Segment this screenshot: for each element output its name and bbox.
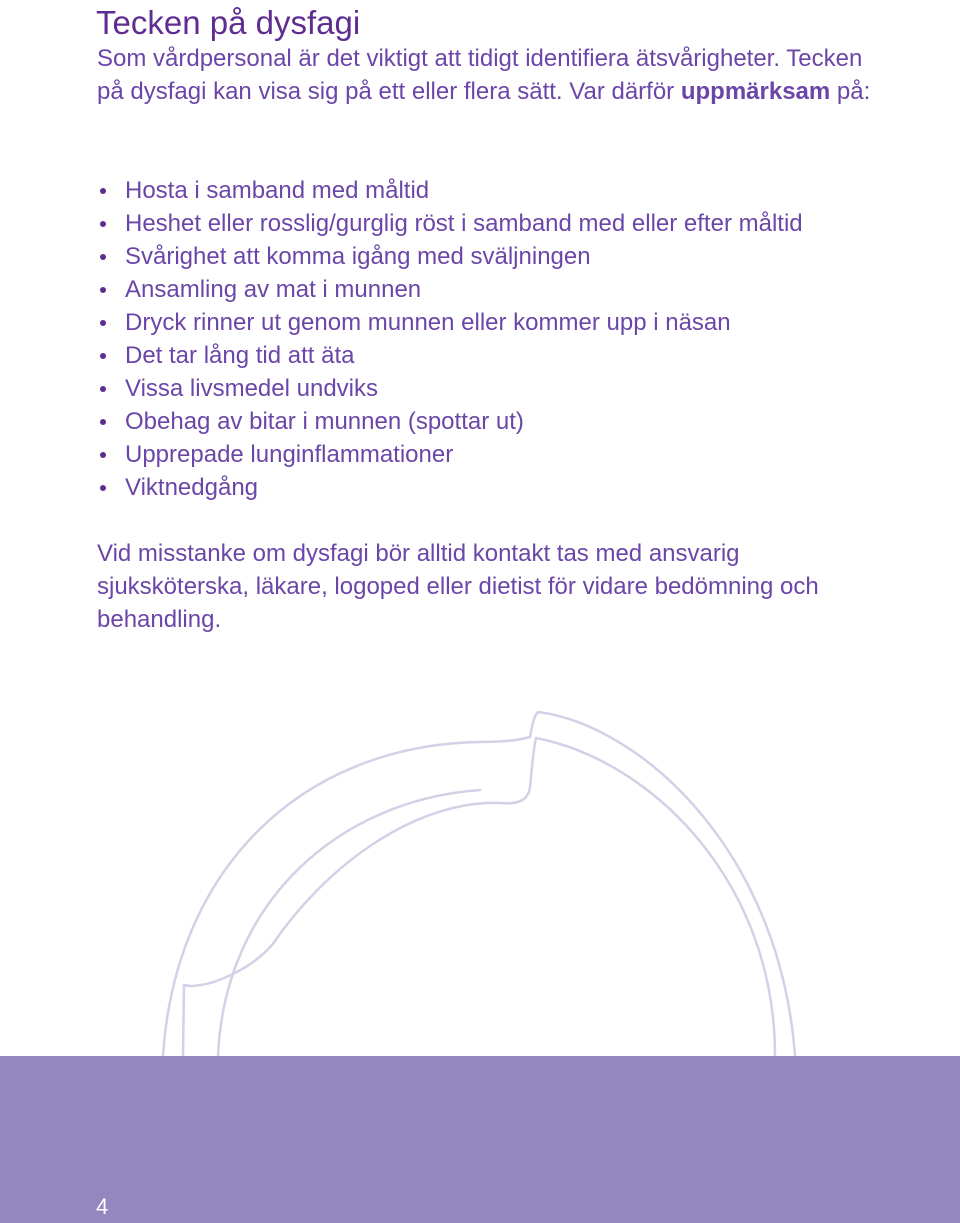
bullet-icon [100,386,106,392]
bullet-icon [100,485,106,491]
bullet-icon [100,188,106,194]
plate-outer-rim [163,712,795,1056]
list-item-text: Heshet eller rosslig/gurglig röst i samband med eller efter måltid [125,210,803,237]
list-item-text: Dryck rinner ut genom munnen eller kommer upp i näsan [125,309,731,336]
bullet-icon [100,287,106,293]
plate-lower-arc [218,790,480,1056]
page-number: 4 [96,1194,109,1219]
list-item-text: Svårighet att komma igång med sväljningen [125,243,591,270]
list-item-text: Viktnedgång [125,474,259,501]
list-item-text: Det tar lång tid att äta [125,342,355,369]
list-item [97,405,927,438]
page-title: Tecken på dysfagi [96,4,361,41]
closing-paragraph: Vid misstanke om dysfagi bör alltid kontakt tas med ansvarig sjuksköterska, läkare, logoped eller dietist för vidare bedömning och behandling. [97,540,819,633]
list-item [97,306,927,339]
list-item-text: Ansamling av mat i munnen [125,276,422,303]
bullet-icon [100,419,106,425]
bullet-icon [100,353,106,359]
bullet-icon [100,221,106,227]
list-item [97,372,927,405]
intro-emphasis: uppmärksam [680,78,831,105]
footer-band [0,1056,960,1223]
intro-paragraph [97,42,887,108]
list-item [97,207,927,240]
list-item-text: Upprepade lunginflammationer [125,441,454,468]
dysphagia-signs-list [97,174,927,504]
list-item-text: Vissa livsmedel undviks [125,375,378,402]
bullet-icon [100,452,106,458]
list-item [97,273,927,306]
list-item [97,174,927,207]
plate-inner-rim [183,738,775,1056]
intro-text-before: Som vårdpersonal är det viktigt att tidigt identifiera ätsvårigheter. Tecken på dysfagi kan visa sig på ett eller flera sätt. Var därför [97,45,863,105]
list-item [97,438,927,471]
bullet-icon [100,254,106,260]
bullet-icon [100,320,106,326]
list-item-text: Hosta i samband med måltid [125,177,430,204]
list-item [97,339,927,372]
list-item [97,471,927,504]
intro-text-after: på: [830,78,871,105]
list-item-text: Obehag av bitar i munnen (spottar ut) [125,408,524,435]
list-item [97,240,927,273]
